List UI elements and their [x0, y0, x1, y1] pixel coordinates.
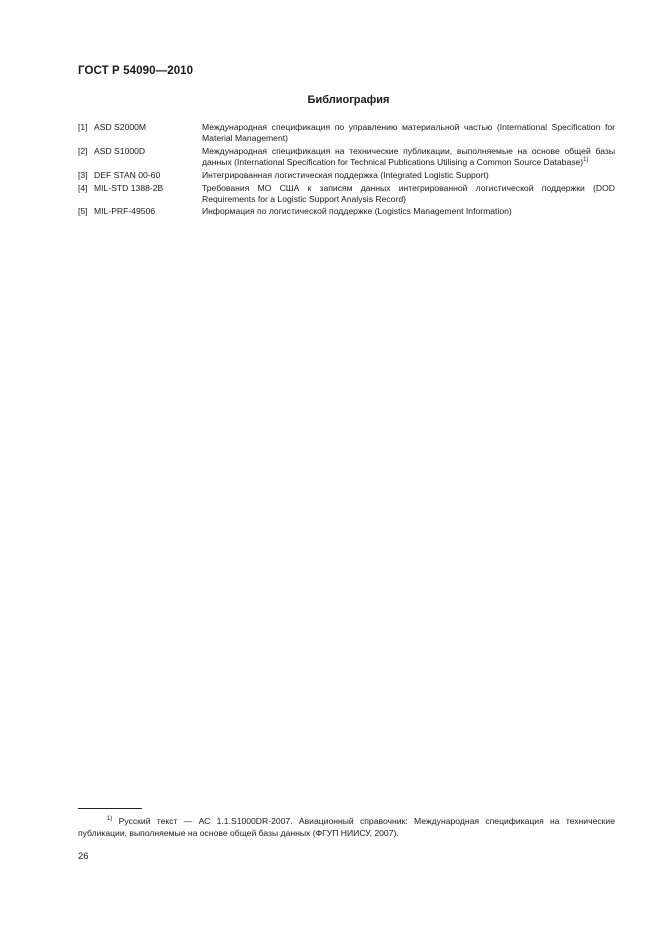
document-id-header: ГОСТ Р 54090—2010: [78, 65, 194, 77]
bibliography-list: [78, 122, 615, 219]
entry-description-text: Информация по логистической поддержке (Logistics Management Information): [202, 206, 512, 217]
footnote-mark: 1): [107, 816, 113, 822]
entry-number: [2]: [78, 145, 88, 156]
entry-description-text: Интегрированная логистическая поддержка (Integrated Logistic Support): [202, 169, 489, 180]
bibliography-entry: [78, 146, 615, 168]
entry-code: ASD S2000M: [94, 122, 147, 132]
entry-code: MIL-PRF-49506: [94, 206, 156, 217]
entry-description-text: Требования МО США к записям данных интегрированной логистической поддержки (DOD Requirements for a Logistic Support Analysis Record): [202, 182, 615, 204]
bibliography-entry: [78, 206, 615, 217]
entry-code: MIL-STD 1388-2B: [94, 182, 164, 193]
bibliography-entry: [78, 183, 615, 205]
entry-description: [202, 122, 615, 144]
entry-code: DEF STAN 00-60: [94, 169, 161, 180]
entry-description-text: Международная спецификация по управлению материальной частью (International Specification for Material Management): [202, 122, 615, 144]
section-title: [0, 94, 661, 106]
entry-description: [202, 206, 615, 217]
footnote-text: Русский текст — АС 1.1.S1000DR-2007. Авиационный справочник: Международная спецификация на технические публикации, выполняемые на основе общей базы данных (ФГУП НИИСУ, 2007).: [78, 816, 615, 838]
footnote-reference[interactable]: 1): [583, 157, 589, 164]
entry-code: ASD S1000D: [94, 145, 146, 156]
bibliography-entry: [78, 122, 615, 144]
footnote: [78, 815, 615, 839]
entry-description-text: Международная спецификация на технические публикации, выполняемые на основе общей базы данных (International Specification for Technical Publications Utilising a Common Source Database): [202, 145, 615, 168]
entry-number: [1]: [78, 122, 88, 132]
page-number: 26: [78, 851, 89, 862]
entry-number: [5]: [78, 206, 88, 217]
entry-number: [3]: [78, 169, 88, 180]
footnote-divider: [78, 808, 142, 809]
bibliography-entry: [78, 170, 615, 181]
entry-description: [202, 146, 615, 168]
entry-description: [202, 183, 615, 205]
entry-description: [202, 170, 615, 181]
entry-number: [4]: [78, 182, 88, 193]
section-title-text: Библиография: [307, 94, 390, 106]
